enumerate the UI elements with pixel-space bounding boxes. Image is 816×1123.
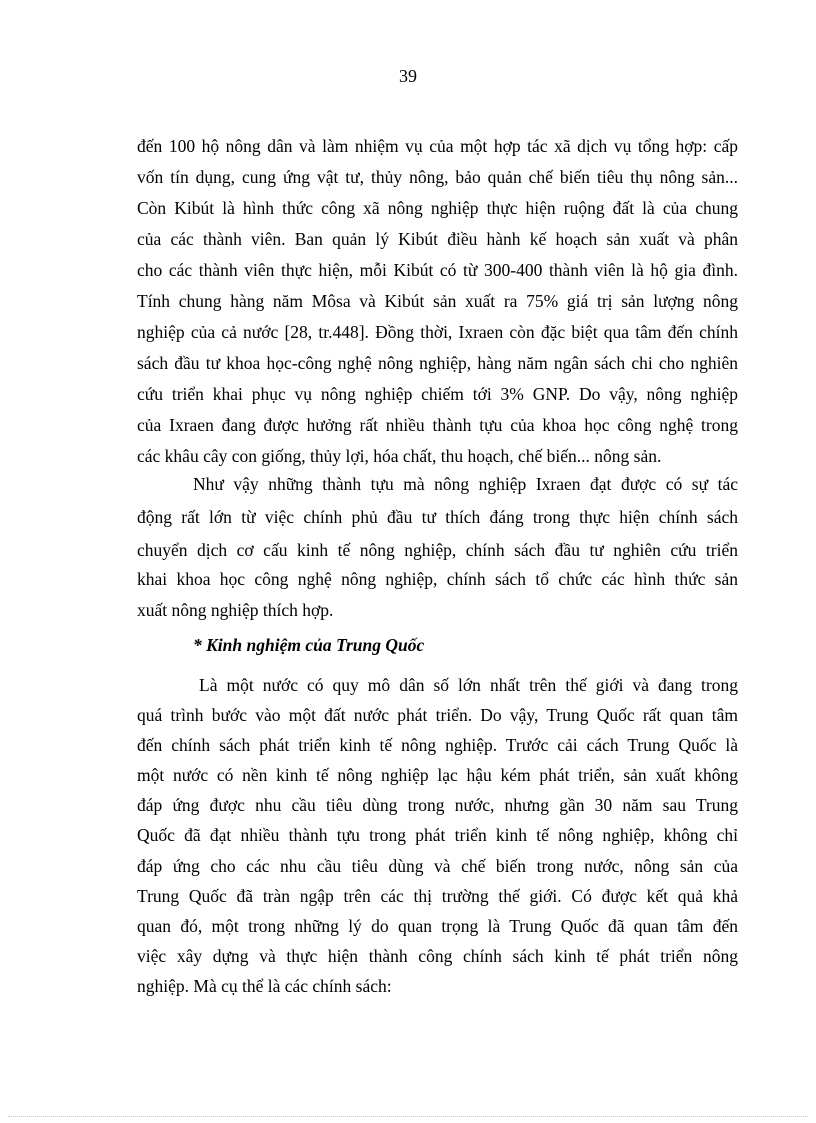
text-line: Còn Kibút là hình thức công xã nông nghiệp thực hiện ruộng đất là của chung [137,198,738,218]
text-line: đáp ứng cho các nhu cầu tiêu dùng và chế biến trong nước, nông sản của [137,856,738,876]
text-line: xuất nông nghiệp thích hợp. [137,600,334,620]
text-line: việc xây dựng và thực hiện thành công chính sách kinh tế phát triển nông [137,946,738,966]
footer-divider [8,1116,808,1117]
text-line: đến 100 hộ nông dân và làm nhiệm vụ của một hợp tác xã dịch vụ tổng hợp: cấp [137,136,738,156]
text-line: cho các thành viên thực hiện, mỗi Kibút có từ 300-400 thành viên là hộ gia đình. [137,260,738,280]
text-line: quan đó, một trong những lý do quan trọng là Trung Quốc đã quan tâm đến [137,916,738,936]
text-line: của Ixraen đang được hưởng rất nhiều thành tựu của khoa học công nghệ trong [137,415,738,435]
text-line: các khâu cây con giống, thủy lợi, hóa chất, thu hoạch, chế biến... nông sản. [137,446,662,466]
text-line: sách đầu tư khoa học-công nghệ nông nghiệp, hàng năm ngân sách chi cho nghiên [137,353,738,373]
text-line: vốn tín dụng, cung ứng vật tư, thủy nông, bảo quản chế biến tiêu thụ nông sản... [137,167,738,187]
text-line: Quốc đã đạt nhiều thành tựu trong phát triển kinh tế nông nghiệp, không chỉ [137,825,738,845]
text-line: của các thành viên. Ban quản lý Kibút điều hành kế hoạch sản xuất và phân [137,229,738,249]
text-line: cứu triển khai phục vụ nông nghiệp chiếm tới 3% GNP. Do vậy, nông nghiệp [137,384,738,404]
text-line: Là một nước có quy mô dân số lớn nhất trên thế giới và đang trong [199,675,738,695]
text-line: một nước có nền kinh tế nông nghiệp lạc hậu kém phát triển, sản xuất không [137,765,738,785]
text-line: chuyển dịch cơ cấu kinh tế nông nghiệp, chính sách đầu tư nghiên cứu triển [137,540,738,560]
text-line: Trung Quốc đã tràn ngập trên các thị trường thế giới. Có được kết quả khả [137,886,738,906]
text-line: Tính chung hàng năm Môsa và Kibút sản xuất ra 75% giá trị sản lượng nông [137,291,738,311]
text-line: động rất lớn từ việc chính phủ đầu tư thích đáng trong thực hiện chính sách [137,507,738,527]
text-line: nghiệp của cả nước [28, tr.448]. Đồng thời, Ixraen còn đặc biệt qua tâm đến chính [137,322,738,342]
text-line: Như vậy những thành tựu mà nông nghiệp Ixraen đạt được có sự tác [193,474,738,494]
section-heading: * Kinh nghiệm của Trung Quốc [193,635,425,655]
text-line: đáp ứng được nhu cầu tiêu dùng trong nước, nhưng gần 30 năm sau Trung [137,795,738,815]
page-number: 39 [399,66,417,86]
text-line: nghiệp. Mà cụ thể là các chính sách: [137,976,392,996]
text-line: khai khoa học công nghệ nông nghiệp, chính sách tổ chức các hình thức sản [137,569,738,589]
text-line: đến chính sách phát triển kinh tế nông nghiệp. Trước cải cách Trung Quốc là [137,735,738,755]
text-line: quá trình bước vào một đất nước phát triển. Do vậy, Trung Quốc rất quan tâm [137,705,738,725]
